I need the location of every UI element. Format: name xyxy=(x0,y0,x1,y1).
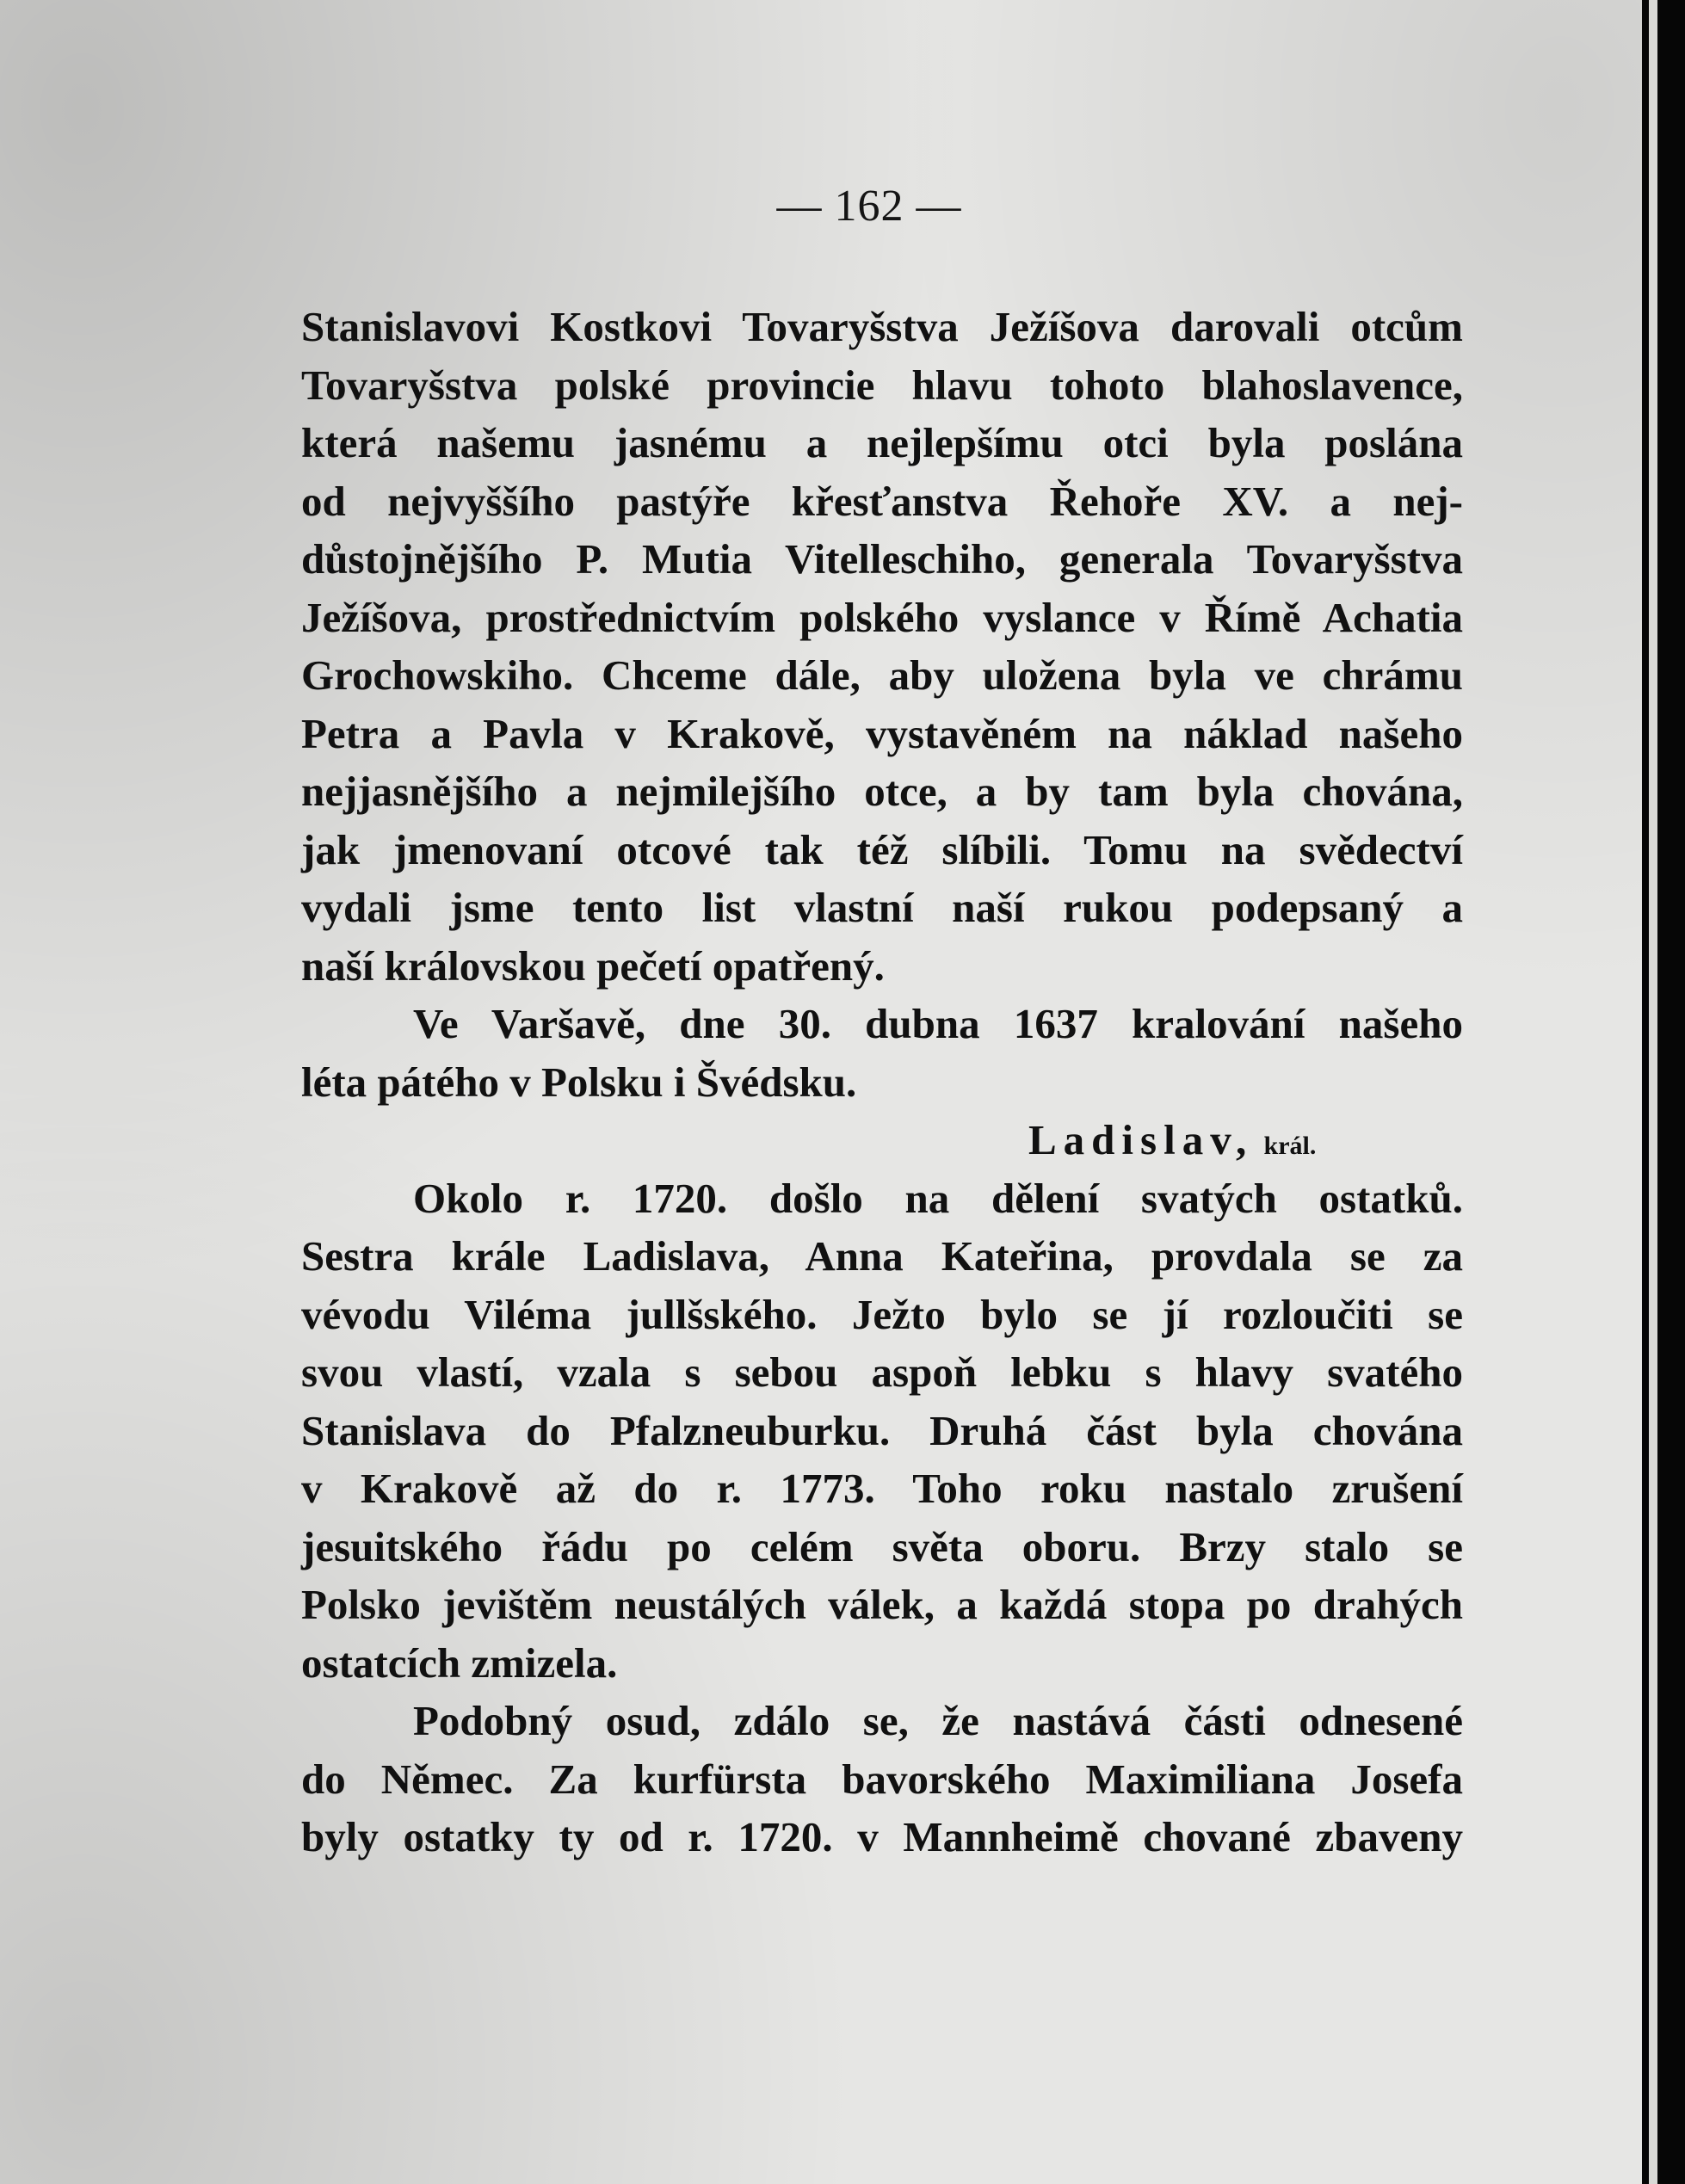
paragraph-3 xyxy=(301,1169,1463,1693)
text-line: naší královskou pečetí opatřený. xyxy=(301,941,885,990)
text-line: Tovaryšstva polské provincie hlavu tohoto blahoslavence, xyxy=(301,361,1463,409)
text-line: jak jmenovaní otcové tak též slíbili. Tomu na svědectví xyxy=(301,825,1463,873)
adjacent-page-sliver xyxy=(1649,0,1657,2184)
text-line: Okolo r. 1720. došlo na dělení svatých ostatků. xyxy=(413,1174,1463,1222)
page-number: — 162 — xyxy=(776,182,962,231)
text-line: která našemu jasnému a nejlepšímu otci byla poslána xyxy=(301,419,1463,466)
text-line: byly ostatky ty od r. 1720. v Mannheimě chované zbaveny xyxy=(301,1813,1463,1860)
text-line: Polsko jevištěm neustálých válek, a každá stopa po drahých xyxy=(301,1581,1463,1628)
text-line: ostatcích zmizela. xyxy=(301,1638,618,1687)
text-line: důstojnějšího P. Mutia Vitelleschiho, generala Tovaryšstva xyxy=(301,535,1463,583)
text-line: v Krakově až do r. 1773. Toho roku nastalo zrušení xyxy=(301,1465,1463,1512)
text-line: do Němec. Za kurfürsta bavorského Maximiliana Josefa xyxy=(301,1755,1463,1803)
paragraph-4 xyxy=(301,1692,1463,1866)
text-line: Podobný osud, zdálo se, že nastává části odnesené xyxy=(413,1697,1463,1744)
text-line: Stanislava do Pfalzneuburku. Druhá část byla chována xyxy=(301,1406,1463,1454)
text-line: nejjasnějšího a nejmilejšího otce, a by tam byla chována, xyxy=(301,768,1463,815)
paragraph-2 xyxy=(301,995,1463,1111)
body-text xyxy=(301,298,1463,1866)
text-line: Stanislavovi Kostkovi Tovaryšstva Ježíšova darovali otcům xyxy=(301,303,1463,350)
text-line: Ve Varšavě, dne 30. dubna 1637 kralování našeho xyxy=(413,1000,1463,1047)
text-line: Petra a Pavla v Krakově, vystavěném na náklad našeho xyxy=(301,709,1463,757)
paragraph-1 xyxy=(301,298,1463,995)
book-edge xyxy=(1642,0,1685,2184)
text-line: jesuitského řádu po celém světa oboru. Brzy stalo se xyxy=(301,1522,1463,1570)
signature-name: Ladislav, xyxy=(1028,1116,1254,1163)
text-line: vévodu Viléma jullšského. Ježto bylo se jí rozloučiti se xyxy=(301,1290,1463,1338)
text-line: Sestra krále Ladislava, Anna Kateřina, provdala se za xyxy=(301,1232,1463,1280)
text-line: svou vlastí, vzala s sebou aspoň lebku s hlavy svatého xyxy=(301,1348,1463,1396)
text-line: od nejvyššího pastýře křesťanstva Řehoře XV. a nej- xyxy=(301,477,1463,525)
signature xyxy=(301,1111,1463,1169)
text-line: léta pátého v Polsku i Švédsku. xyxy=(301,1058,857,1106)
text-line: Grochowskiho. Chceme dále, aby uložena byla ve chrámu xyxy=(301,651,1463,699)
text-line: Ježíšova, prostřednictvím polského vyslance v Římě Achatia xyxy=(301,593,1463,641)
signature-title: král. xyxy=(1263,1132,1317,1160)
text-line: vydali jsme tento list vlastní naší rukou podepsaný a xyxy=(301,884,1463,931)
